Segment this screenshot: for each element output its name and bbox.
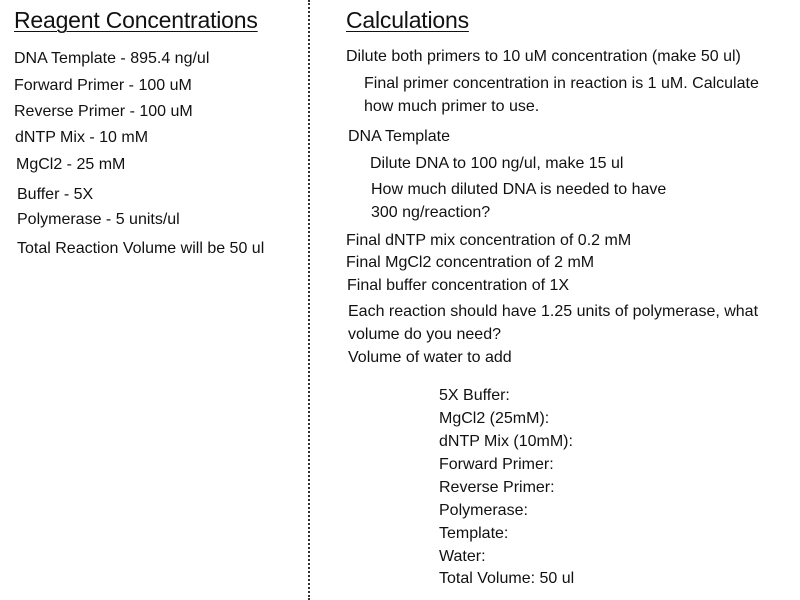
primer-amount-question: how much primer to use. — [364, 98, 540, 115]
reagent-dntp-mix: dNTP Mix - 10 mM — [15, 129, 149, 146]
final-buffer-concentration: Final buffer concentration of 1X — [347, 277, 570, 294]
reagent-buffer: Buffer - 5X — [17, 186, 94, 203]
reagent-reverse-primer: Reverse Primer - 100 uM — [14, 103, 193, 120]
recipe-item-water: Water: — [439, 548, 486, 565]
recipe-item-polymerase: Polymerase: — [439, 502, 528, 519]
column-divider — [308, 0, 310, 600]
reagent-polymerase: Polymerase - 5 units/ul — [17, 211, 180, 228]
reagent-total-volume: Total Reaction Volume will be 50 ul — [17, 240, 265, 257]
reagent-dna-template: DNA Template - 895.4 ng/ul — [14, 50, 210, 67]
recipe-item-mgcl2: MgCl2 (25mM): — [439, 410, 550, 427]
water-volume-question: Volume of water to add — [348, 349, 512, 366]
recipe-item-total-volume: Total Volume: 50 ul — [439, 570, 575, 587]
polymerase-question-line-2: volume do you need? — [348, 326, 501, 343]
dna-dilution-instruction: Dilute DNA to 100 ng/ul, make 15 ul — [370, 155, 624, 172]
final-mgcl2-concentration: Final MgCl2 concentration of 2 mM — [346, 254, 595, 271]
dna-amount-question-line-2: 300 ng/reaction? — [371, 204, 491, 221]
final-dntp-concentration: Final dNTP mix concentration of 0.2 mM — [346, 232, 632, 249]
reagent-mgcl2: MgCl2 - 25 mM — [16, 156, 126, 173]
recipe-item-dntp: dNTP Mix (10mM): — [439, 433, 573, 450]
primer-final-concentration: Final primer concentration in reaction is 1 uM. Calculate — [364, 75, 759, 92]
primer-dilution-instruction: Dilute both primers to 10 uM concentration (make 50 ul) — [346, 48, 741, 65]
recipe-item-reverse-primer: Reverse Primer: — [439, 479, 555, 496]
reagent-concentrations-heading: Reagent Concentrations — [14, 7, 258, 33]
calculations-heading: Calculations — [346, 7, 469, 33]
dna-amount-question-line-1: How much diluted DNA is needed to have — [371, 181, 667, 198]
recipe-item-forward-primer: Forward Primer: — [439, 456, 554, 473]
dna-template-subheading: DNA Template — [348, 128, 450, 145]
polymerase-question-line-1: Each reaction should have 1.25 units of polymerase, what — [348, 303, 759, 320]
reagent-forward-primer: Forward Primer - 100 uM — [14, 77, 192, 94]
recipe-item-template: Template: — [439, 525, 509, 542]
recipe-item-buffer: 5X Buffer: — [439, 387, 510, 404]
